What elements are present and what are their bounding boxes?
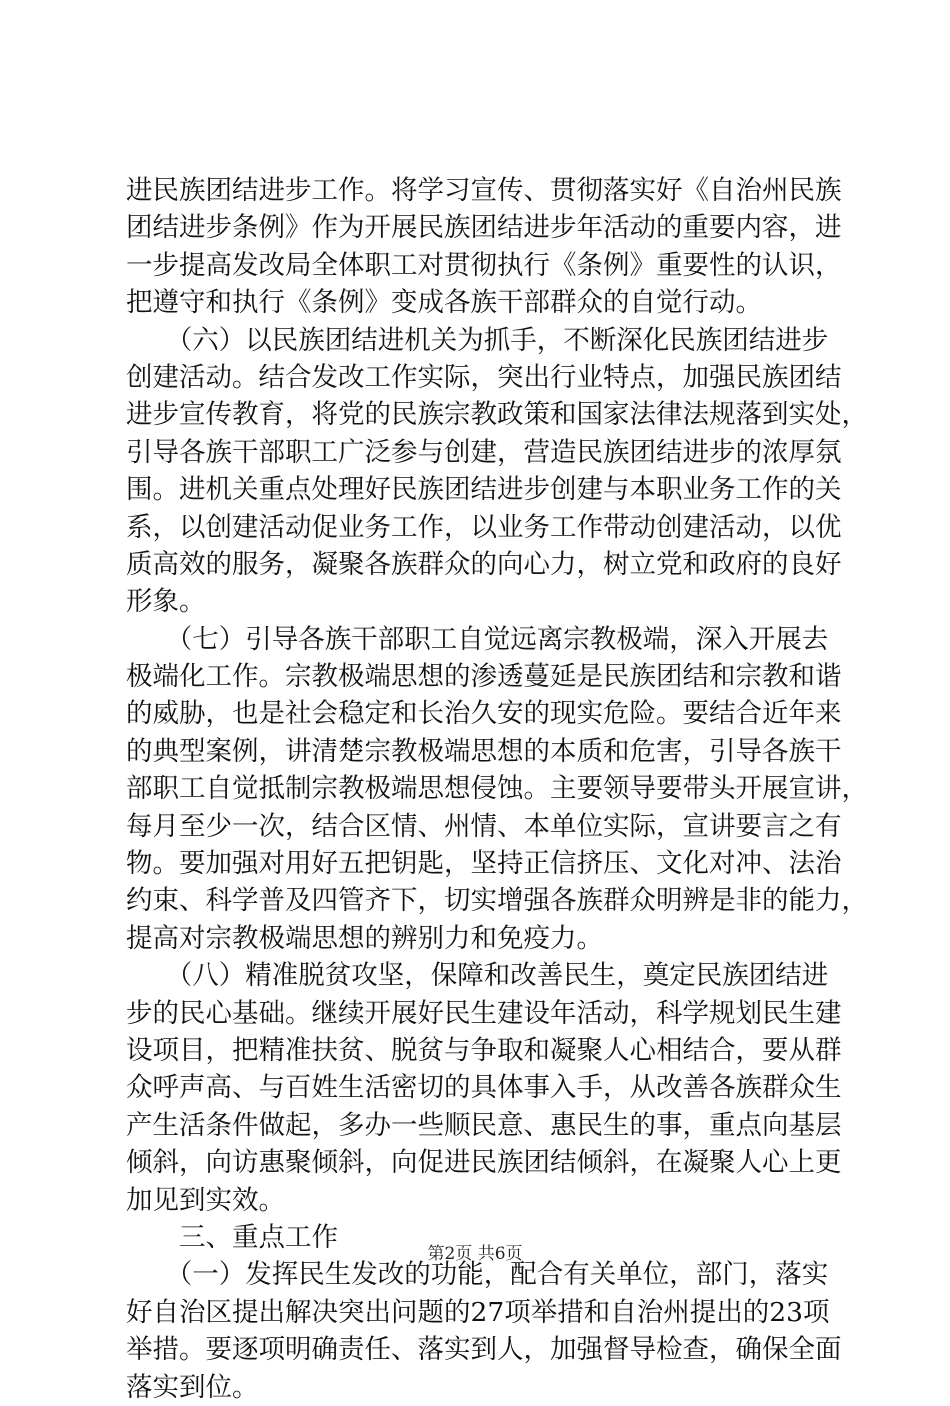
text-line: 倾斜，向访惠聚倾斜，向促进民族团结倾斜，在凝聚人心上更 xyxy=(126,1147,842,1179)
text-line: 把遵守和执行《条例》变成各族干部群众的自觉行动。 xyxy=(126,287,762,319)
text-line: 众呼声高、与百姓生活密切的具体事入手，从改善各族群众生 xyxy=(126,1072,842,1104)
text-line: 加见到实效。 xyxy=(126,1184,285,1216)
text-line: 极端化工作。宗教极端思想的渗透蔓延是民族团结和宗教和谐 xyxy=(126,661,842,693)
document-body xyxy=(126,172,868,1406)
text-line: 步的民心基础。继续开展好民生建设年活动，科学规划民生建 xyxy=(126,997,842,1029)
text-line: 每月至少一次，结合区情、州情、本单位实际，宣讲要言之有 xyxy=(126,810,842,842)
text-line: 围。进机关重点处理好民族团结进步创建与本职业务工作的关 xyxy=(126,474,842,506)
text-line: 一步提高发改局全体职工对贯彻执行《条例》重要性的认识， xyxy=(126,249,842,281)
text-line: 设项目，把精准扶贫、脱贫与争取和凝聚人心相结合，要从群 xyxy=(126,1034,842,1066)
text-line: 约束、科学普及四管齐下，切实增强各族群众明辨是非的能力， xyxy=(126,885,868,917)
text-line: 系，以创建活动促业务工作，以业务工作带动创建活动，以优 xyxy=(126,511,842,543)
text-line: 引导各族干部职工广泛参与创建，营造民族团结进步的浓厚氛 xyxy=(126,436,842,468)
page-number-footer: 第2页 共6页 xyxy=(427,1244,523,1264)
text-line: 落实到位。 xyxy=(126,1371,259,1403)
text-line: 形象。 xyxy=(126,586,206,618)
text-line: 进步宣传教育，将党的民族宗教政策和国家法律法规落到实处， xyxy=(126,399,868,431)
section-heading-key-work: 三、重点工作 xyxy=(126,1221,338,1253)
text-line: 好自治区提出解决突出问题的27项举措和自治州提出的23项 xyxy=(126,1296,830,1328)
text-line: 部职工自觉抵制宗教极端思想侵蚀。主要领导要带头开展宣讲， xyxy=(126,773,868,805)
text-line: 团结进步条例》作为开展民族团结进步年活动的重要内容，进 xyxy=(126,212,842,244)
text-line: 创建活动。结合发改工作实际，突出行业特点，加强民族团结 xyxy=(126,361,842,393)
text-line: 质高效的服务，凝聚各族群众的向心力，树立党和政府的良好 xyxy=(126,548,842,580)
text-line: 进民族团结进步工作。将学习宣传、贯彻落实好《自治州民族 xyxy=(126,175,842,206)
text-line: 提高对宗教极端思想的辨别力和免疫力。 xyxy=(126,922,603,954)
paragraph-7-heading-line: （七）引导各族干部职工自觉远离宗教极端，深入开展去 xyxy=(126,623,829,655)
paragraph-6-heading-line: （六）以民族团结进机关为抓手，不断深化民族团结进步 xyxy=(126,324,829,356)
key-work-item-1-heading-line: （一）发挥民生发改的功能，配合有关单位，部门，落实 xyxy=(126,1259,829,1291)
text-line: 物。要加强对用好五把钥匙，坚持正信挤压、文化对冲、法治 xyxy=(126,848,842,880)
text-line: 的典型案例，讲清楚宗教极端思想的本质和危害，引导各族干 xyxy=(126,735,842,767)
text-line: 产生活条件做起，多办一些顺民意、惠民生的事，重点向基层 xyxy=(126,1109,842,1141)
text-line: 的威胁，也是社会稳定和长治久安的现实危险。要结合近年来 xyxy=(126,698,842,730)
text-line: 举措。要逐项明确责任、落实到人，加强督导检查，确保全面 xyxy=(126,1334,842,1366)
paragraph-8-heading-line: （八）精准脱贫攻坚，保障和改善民生，奠定民族团结进 xyxy=(126,960,829,992)
